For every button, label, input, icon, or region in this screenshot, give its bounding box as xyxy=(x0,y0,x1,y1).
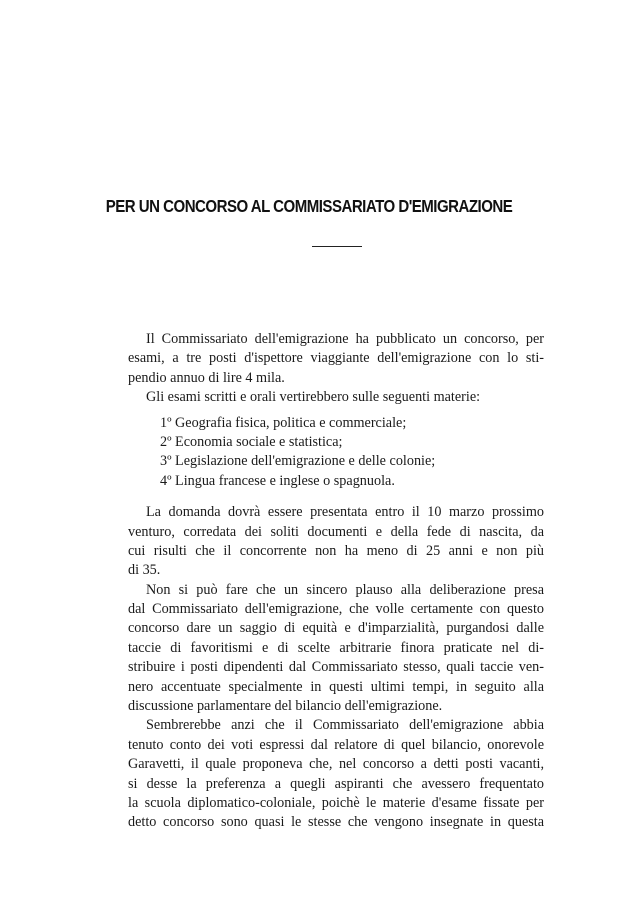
text-line: cui risulti che il concorrente non ha meno di 25 anni e non più xyxy=(128,542,544,559)
list-item: 2º Economia sociale e statistica; xyxy=(160,433,343,450)
text-line: venturo, corredata dei soliti documenti e della fede di nascita, da xyxy=(128,523,544,540)
text-line: Garavetti, il quale proponeva che, nel concorso a detti posti vacanti, xyxy=(128,756,544,773)
page-title: PER UN CONCORSO AL COMMISSARIATO D'EMIGRAZIONE xyxy=(105,196,513,216)
text-line: stribuire i posti dipendenti dal Commissariato stesso, quali taccie ven- xyxy=(128,659,544,676)
article-body xyxy=(128,330,544,833)
text-line: taccie di favoritismi e di scelte arbitrarie finora praticate nel di- xyxy=(128,639,544,656)
title-divider xyxy=(312,246,362,247)
text-line: Gli esami scritti e orali vertirebbero sulle seguenti materie: xyxy=(146,389,481,406)
text-line: esami, a tre posti d'ispettore viaggiante dell'emigrazione con lo sti- xyxy=(128,350,544,367)
text-line: discussione parlamentare del bilancio dell'emigrazione. xyxy=(128,698,443,715)
text-line: pendio annuo di lire 4 mila. xyxy=(128,369,285,386)
subjects-list xyxy=(128,414,544,492)
text-line: Sembrerebbe anzi che il Commissariato dell'emigrazione abbia xyxy=(146,717,544,734)
text-line: Non si può fare che un sincero plauso alla deliberazione presa xyxy=(146,581,544,598)
paragraph-commentary xyxy=(128,581,544,717)
text-line: si desse la preferenza a quegli aspiranti che avessero frequentato xyxy=(128,775,544,792)
text-line: la scuola diplomatico-coloniale, poichè le materie d'esame fissate per xyxy=(128,794,544,811)
text-line: tenuto conto dei voti espressi dal relatore di quel bilancio, onorevole xyxy=(128,736,544,753)
text-line: di 35. xyxy=(128,562,161,579)
list-item: 4º Lingua francese e inglese o spagnuola. xyxy=(160,472,395,489)
list-item: 1º Geografia fisica, politica e commerciale; xyxy=(160,414,407,431)
paragraph-application xyxy=(128,503,544,581)
paragraph-exams xyxy=(128,388,544,407)
text-line: concorso dare un saggio di equità e d'imparzialità, purgandosi dalle xyxy=(128,620,544,637)
text-line: Il Commissariato dell'emigrazione ha pubblicato un concorso, per xyxy=(146,331,544,347)
text-line: detto concorso sono quasi le stesse che vengono insegnate in questa xyxy=(128,814,544,831)
text-line: La domanda dovrà essere presentata entro il 10 marzo prossimo xyxy=(146,504,544,521)
list-item: 3º Legislazione dell'emigrazione e delle colonie; xyxy=(160,453,436,470)
text-line: nero accentuate specialmente in questi ultimi tempi, in seguito alla xyxy=(128,678,544,695)
paragraph-continuation xyxy=(128,716,544,832)
text-line: dal Commissariato dell'emigrazione, che volle certamente con questo xyxy=(128,601,544,618)
paragraph-announcement xyxy=(128,330,544,388)
